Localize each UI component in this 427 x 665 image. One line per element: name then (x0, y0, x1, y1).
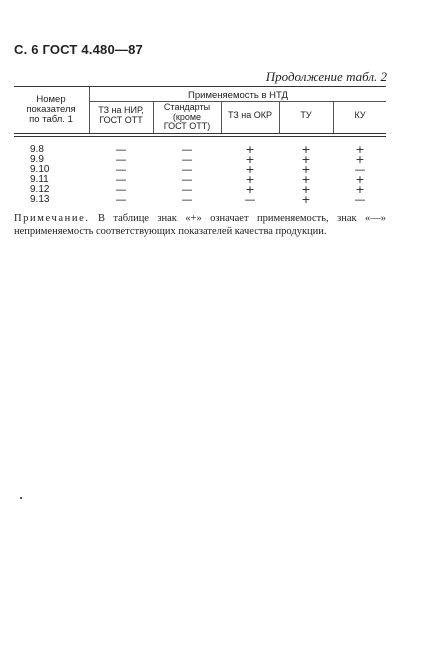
cell-tu: + (301, 193, 311, 206)
table-row (14, 175, 386, 185)
cell-tu: + (301, 153, 311, 166)
applicability-group-header: Применяемость в НТД (188, 90, 288, 101)
header-tz-okr (222, 111, 278, 121)
table-note (14, 212, 386, 238)
indicator-number: 9.9 (30, 154, 44, 165)
cell-tu: + (301, 143, 311, 156)
indicator-number: 9.13 (30, 194, 50, 205)
header-line: (кроме (172, 111, 202, 122)
table-row (14, 195, 386, 205)
indicator-number: 9.10 (30, 164, 50, 175)
header-line: Номер (36, 94, 66, 105)
cell-ku: + (355, 183, 365, 196)
header-line: КУ (354, 110, 366, 120)
indicator-number: 9.8 (30, 144, 44, 155)
cell-tz-nir: — (115, 163, 127, 176)
note-text: В таблице знак «+» означает применяемость, знак «—» неприменяемость соответствующих показателей качества продукции. (14, 213, 387, 237)
cell-tz-nir: — (115, 173, 127, 186)
table-row (14, 145, 386, 155)
header-line: Стандарты (163, 102, 211, 112)
header-standards (154, 103, 220, 132)
cell-standards: — (181, 163, 193, 176)
header-line: ТУ (300, 110, 312, 120)
cell-standards: — (181, 183, 193, 196)
header-line: ГОСТ ОТТ (99, 114, 143, 125)
indicator-number: 9.12 (30, 184, 50, 195)
cell-standards: — (181, 153, 193, 166)
table-body (14, 145, 386, 205)
header-line: ТЗ на ОКР (227, 110, 273, 120)
table-row (14, 165, 386, 175)
cell-tz-okr: + (245, 153, 255, 166)
note-label: Примечание. (14, 213, 90, 224)
cell-ku: — (354, 163, 366, 176)
header-ku (334, 111, 386, 121)
cell-tz-okr: + (245, 163, 255, 176)
header-line: ГОСТ ОТТ) (163, 121, 211, 131)
header-line: ТЗ на НИР, (98, 105, 144, 115)
cell-ku: + (355, 173, 365, 186)
table-continuation-label: Продолжение табл. 2 (265, 69, 387, 84)
cell-standards: — (181, 143, 193, 156)
header-line: показателя (26, 104, 76, 115)
cell-ku: — (354, 193, 366, 206)
applicability-table (14, 86, 386, 205)
indicator-number-header (14, 95, 88, 125)
table-header-rule (14, 136, 386, 137)
scan-speck (20, 497, 22, 499)
cell-tz-nir: — (115, 153, 127, 166)
header-tu (280, 111, 332, 121)
cell-standards: — (181, 193, 193, 206)
header-tz-nir (90, 106, 152, 125)
table-header-rule (14, 133, 386, 134)
cell-tu: + (301, 163, 311, 176)
cell-tu: + (301, 173, 311, 186)
cell-tz-nir: — (115, 183, 127, 196)
table-row (14, 155, 386, 165)
group-header-rule (90, 101, 386, 102)
cell-tz-okr: + (245, 173, 255, 186)
cell-tu: + (301, 183, 311, 196)
cell-tz-okr: + (245, 183, 255, 196)
cell-tz-nir: — (115, 193, 127, 206)
table-header (14, 87, 386, 133)
cell-standards: — (181, 173, 193, 186)
cell-ku: + (355, 143, 365, 156)
header-line: по табл. 1 (29, 114, 73, 125)
indicator-number: 9.11 (30, 174, 49, 185)
cell-tz-okr: + (245, 143, 255, 156)
page-header: С. 6 ГОСТ 4.480—87 (14, 42, 143, 57)
cell-tz-nir: — (115, 143, 127, 156)
cell-ku: + (355, 153, 365, 166)
cell-tz-okr: — (244, 193, 256, 206)
table-row (14, 185, 386, 195)
